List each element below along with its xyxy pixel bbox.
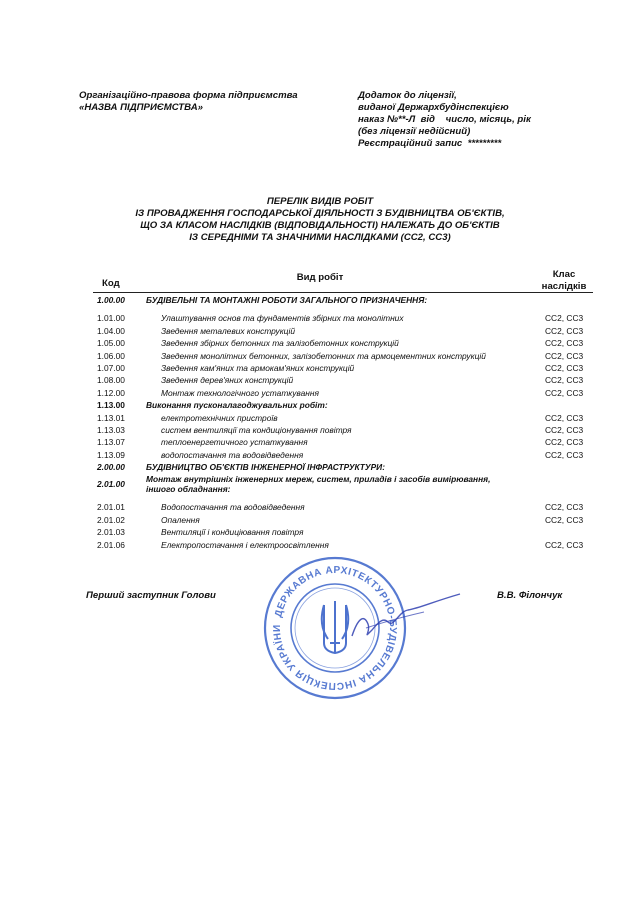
license-annex-block (358, 90, 531, 150)
row-name: Зведення дерев'яних конструкцій (161, 375, 294, 386)
row-code: 1.06.00 (97, 350, 125, 361)
registry-record: Реєстраційний запис ********* (358, 138, 502, 149)
validity-note: (без ліцензії недійсний) (358, 126, 471, 137)
row-name: Зведення кам'яних та армокам'яних конструкцій (161, 362, 355, 373)
table-row (0, 325, 640, 337)
row-class: СС2, СС3 (545, 412, 584, 423)
row-class: СС2, СС3 (545, 387, 584, 398)
handwritten-signature-icon (348, 588, 464, 648)
table-row (0, 501, 640, 513)
row-class: СС2, СС3 (545, 362, 584, 373)
table-row (0, 449, 640, 461)
column-header-class-line-1: Клас (552, 269, 576, 280)
work-types-table (0, 294, 640, 551)
table-row (0, 514, 640, 526)
row-name: Зведення монолітних бетонних, залізобетонних та армоцементних конструкцій (161, 350, 486, 361)
row-class: СС2, СС3 (545, 449, 584, 460)
row-name: теплоенергетичного устаткування (161, 437, 308, 448)
table-row (0, 399, 640, 411)
row-code: 2.01.06 (97, 539, 125, 550)
row-class: СС2, СС3 (545, 514, 584, 525)
row-code: 1.07.00 (97, 362, 125, 373)
row-class: СС2, СС3 (545, 539, 584, 550)
row-class: СС2, СС3 (545, 437, 584, 448)
seal-ring-text: ДЕРЖАВНА АРХІТЕКТУРНО-БУДІВЕЛЬНА ІНСПЕКЦІЯ УКРАЇНИ (271, 564, 399, 692)
row-code: 1.13.03 (97, 424, 125, 435)
column-header-work-type: Вид робіт (296, 272, 344, 283)
row-name: Опалення (161, 514, 200, 525)
table-row (0, 473, 640, 495)
row-code: 2.01.00 (97, 479, 125, 490)
row-name: БУДІВНИЦТВО ОБ'ЄКТІВ ІНЖЕНЕРНОЇ ІНФРАСТРУКТУРИ: (146, 462, 385, 473)
row-name: систем вентиляції та кондиціонування повітря (161, 424, 352, 435)
table-row (0, 539, 640, 551)
row-code: 1.13.09 (97, 449, 125, 460)
row-code: 2.01.01 (97, 502, 125, 513)
row-name: Водопостачання та водовідведення (161, 502, 305, 513)
row-class: СС2, СС3 (545, 338, 584, 349)
row-class: СС2, СС3 (545, 350, 584, 361)
header-divider (93, 292, 593, 293)
row-name: Виконання пусконалагоджувальних робіт: (146, 400, 328, 411)
table-row (0, 461, 640, 473)
row-code: 1.13.00 (97, 400, 125, 411)
order-number: наказ №**-Л від число, місяць, рік (358, 114, 531, 125)
title-line-2: ІЗ ПРОВАДЖЕННЯ ГОСПОДАРСЬКОЇ ДІЯЛЬНОСТІ З БУДІВНИЦТВА ОБ'ЄКТІВ, (135, 208, 505, 219)
column-header-class (532, 269, 596, 293)
row-name: Електропостачання і електроосвітлення (161, 539, 329, 550)
organization-block (79, 90, 298, 114)
row-code: 1.12.00 (97, 387, 125, 398)
row-class: СС2, СС3 (545, 424, 584, 435)
org-legal-form: Організаційно-правова форма підприємства (79, 90, 298, 101)
row-name: Зведення збірних бетонних та залізобетонних конструкцій (161, 338, 399, 349)
row-code: 1.13.01 (97, 412, 125, 423)
row-code: 2.01.03 (97, 527, 125, 538)
org-name: «НАЗВА ПІДПРИЄМСТВА» (79, 102, 203, 113)
table-row (0, 312, 640, 324)
title-line-4: ІЗ СЕРЕДНІМИ ТА ЗНАЧНИМИ НАСЛІДКАМИ (СС2, СС3) (189, 232, 451, 243)
column-header-class-line-2: наслідків (541, 281, 587, 292)
row-name: Улаштування основ та фундаментів збірних та монолітних (161, 313, 404, 324)
row-class: СС2, СС3 (545, 502, 584, 513)
table-row (0, 424, 640, 436)
table-row (0, 387, 640, 399)
issuer: виданої Держархбудінспекцією (358, 102, 509, 113)
row-name: Монтаж внутрішніх інженерних мереж, систем, приладів і засобів вимірювання, іншого обладнання: (146, 474, 491, 495)
row-code: 1.00.00 (97, 295, 125, 305)
row-code: 2.01.02 (97, 514, 125, 525)
column-header-code: Код (102, 278, 120, 289)
document-title (0, 196, 640, 244)
row-class: СС2, СС3 (545, 375, 584, 386)
row-class: СС2, СС3 (545, 313, 584, 324)
row-code: 1.01.00 (97, 313, 125, 324)
row-code: 2.00.00 (97, 462, 125, 473)
table-row (0, 350, 640, 362)
row-code: 1.05.00 (97, 338, 125, 349)
table-row (0, 337, 640, 349)
title-line-3: ЩО ЗА КЛАСОМ НАСЛІДКІВ (ВІДПОВІДАЛЬНОСТІ) НАЛЕЖАТЬ ДО ОБ'ЄКТІВ (140, 220, 500, 231)
table-row (0, 374, 640, 386)
row-code: 1.13.07 (97, 437, 125, 448)
row-name: водопостачання та водовідведення (161, 449, 304, 460)
row-name: Вентиляції і кондиціювання повітря (161, 527, 304, 538)
annex-title: Додаток до ліцензії, (358, 90, 457, 101)
table-row (0, 412, 640, 424)
trident-icon (322, 601, 349, 653)
row-code: 1.08.00 (97, 375, 125, 386)
row-name: БУДІВЕЛЬНІ ТА МОНТАЖНІ РОБОТИ ЗАГАЛЬНОГО ПРИЗНАЧЕННЯ: (146, 295, 428, 305)
row-class: СС2, СС3 (545, 325, 584, 336)
row-code: 1.04.00 (97, 325, 125, 336)
signatory-name: В.В. Філончук (497, 590, 563, 601)
table-row (0, 526, 640, 538)
table-row (0, 436, 640, 448)
row-name: Зведення металевих конструкцій (161, 325, 295, 336)
signatory-position: Перший заступник Голови (86, 590, 216, 601)
table-row (0, 294, 640, 306)
row-name: Монтаж технологічного устаткування (161, 387, 319, 398)
row-name: електротехнічних пристроїв (161, 412, 278, 423)
table-row (0, 362, 640, 374)
title-line-1: ПЕРЕЛІК ВИДІВ РОБІТ (266, 196, 374, 207)
